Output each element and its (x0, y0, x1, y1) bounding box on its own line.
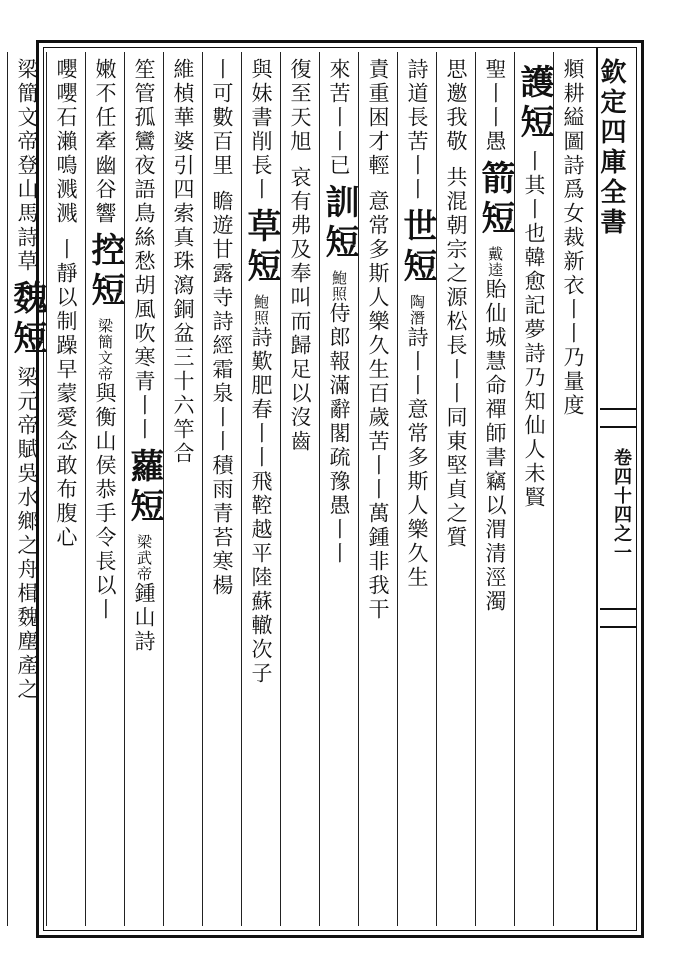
column-text: 梁元帝賦吳水鄉之舟楫魏塵產之 (15, 366, 39, 702)
column-text: 來苦丨丨已 (327, 58, 351, 178)
book-title: 欽定四庫全書 (596, 58, 626, 238)
column-text: 梁簡文帝登山馬詩草 (15, 58, 39, 274)
entry-heading: 世短 (397, 208, 437, 288)
column-text: 丨靜以制躁早蒙愛念敢布腹心 (54, 238, 78, 550)
text-column (553, 52, 592, 926)
title-margin (596, 48, 636, 930)
text-column (0, 52, 7, 926)
column-text: 笙管孤鸞夜語鳥絲愁胡風吹寒青丨丨 (132, 58, 156, 442)
entry-heading: 蘿短 (124, 448, 164, 528)
entry-heading: 草短 (241, 208, 281, 288)
column-text: 鍾山詩 (132, 582, 156, 654)
source-note: 陶潛 (408, 294, 426, 326)
column-text: 詩歎肥春丨丨飛鞚越平陸蘇轍次子 (249, 326, 273, 686)
text-column (397, 52, 436, 926)
column-text: 思邀我敬 (444, 58, 468, 154)
column-text: 頫耕縊圖詩爲女裁新衣丨丨乃量度 (561, 58, 585, 418)
text-column (163, 52, 202, 926)
source-note: 鮑照 (252, 294, 270, 326)
entry-heading: 魏短 (7, 280, 47, 360)
text-column (475, 52, 514, 926)
text-column (241, 52, 280, 926)
column-text: 嚶嚶石瀨鳴溅溅 (54, 58, 78, 226)
inner-border (7, 47, 637, 931)
column-text: 詩丨丨意常多斯人樂久生 (405, 326, 429, 590)
source-note: 鮑照 (330, 270, 348, 302)
column-text: 丨其丨也韓愈記夢詩乃知仙人未賢 (522, 150, 546, 510)
column-text: 與衡山侯恭手令長以丨 (93, 382, 117, 622)
text-column (46, 52, 85, 926)
column-text: 責重困才輕 (366, 58, 390, 178)
text-column (85, 52, 124, 926)
column-text: 與妹書削長丨 (249, 58, 273, 202)
text-column (514, 52, 553, 926)
column-text: 意常多斯人樂久生百歲苦丨丨萬鍾非我干 (366, 190, 390, 622)
column-text: 瞻遊甘露寺詩經霜泉丨丨積雨青苔寒楊 (210, 190, 234, 598)
volume-label: 卷四十四之一 (611, 448, 632, 562)
fishtail-mark-top (600, 408, 636, 428)
source-note: 梁武帝 (135, 534, 153, 582)
fishtail-mark-bottom (600, 608, 636, 628)
text-columns (7, 52, 592, 926)
entry-heading: 箭短 (475, 160, 515, 240)
text-column (319, 52, 358, 926)
entry-heading: 護短 (514, 64, 554, 144)
page-frame (7, 40, 644, 938)
source-note: 梁簡文帝 (96, 318, 114, 382)
column-text: 維楨華婆引四索真珠瀉銅盆三十六竿合 (171, 58, 195, 466)
text-column (280, 52, 319, 926)
column-text: 聖丨丨愚 (483, 58, 507, 154)
entry-heading: 訓短 (319, 184, 359, 264)
column-text: 哀有弗及奉叫而歸足以沒齒 (288, 166, 312, 454)
column-text: 詩道長苦丨丨 (405, 58, 429, 202)
column-text: 貽仙城慧命禪師書竊以渭清涇濁 (483, 278, 507, 614)
column-text: 丨可數百里 (210, 58, 234, 178)
column-text: 共混朝宗之源松長丨丨同東堅貞之質 (444, 166, 468, 550)
entry-heading: 控短 (85, 232, 125, 312)
column-text: 嫩不任牽幽谷響 (93, 58, 117, 226)
column-text: 復至天旭 (288, 58, 312, 154)
text-column (7, 52, 46, 926)
text-column (202, 52, 241, 926)
text-column (124, 52, 163, 926)
text-column (436, 52, 475, 926)
column-text: 侍郎報滿辭閣疏豫愚丨丨 (327, 302, 351, 566)
source-note: 戴逵 (486, 246, 504, 278)
text-column (358, 52, 397, 926)
